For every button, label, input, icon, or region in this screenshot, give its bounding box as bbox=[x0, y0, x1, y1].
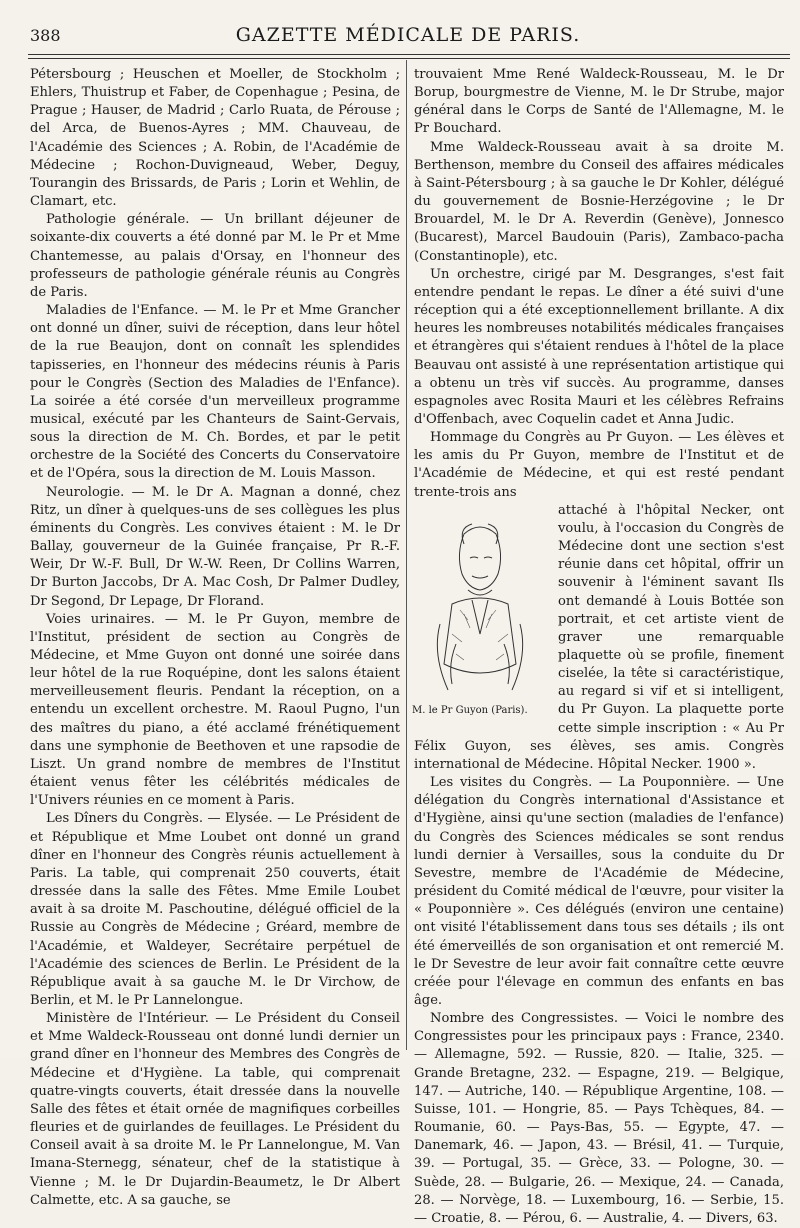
paragraph: Maladies de l'Enfance. — M. le Pr et Mme Grancher ont donné un dîner, suivi de réception, dans leur hôtel de la rue Beaujon, dont on connaît les splendides tapisseries, en l'honneur des médecins réunis à Paris pour le Congrès (Section des Maladies de l'Enfance). La soirée a été corsée d'un merveilleux programme musical, exécuté par les Chanteurs de Saint-Gervais, sous la direction de M. Ch. Bordes, et par le petit orchestre de la Société des Concerts du Conservatoire et de l'Opéra, sous la direction de M. Louis Masson. bbox=[30, 303, 400, 482]
portrait-engraving-icon bbox=[412, 514, 548, 694]
header-rule bbox=[28, 54, 790, 55]
page-number: 388 bbox=[30, 26, 61, 45]
paragraph: Les visites du Congrès. — La Pouponnière. — Une délégation du Congrès international d'Assistance et d'Hygiène, ainsi qu'une section (maladies de l'enfance) du Congrès des Sciences médicales se sont rendus lundi dernier à Versailles, sous la conduite du Dr Sevestre, membre de l'Académie de Médecine, président du Comité médical de l'œuvre, pour visiter la « Pouponnière ». Ces délégués (environ une centaine) ont visité l'établissement dans tous ses détails ; ils ont été émerveillés de son organisation et ont remercié M. le Dr Sevestre de leur avoir fait connaître cette œuvre créée pour l'élevage en commun des enfants en bas âge. bbox=[414, 775, 784, 1008]
right-column bbox=[414, 66, 784, 1228]
header-rule-2 bbox=[28, 58, 790, 59]
figure-caption: M. le Pr Guyon (Paris). bbox=[412, 704, 528, 716]
paragraph: Mme Waldeck-Rousseau avait à sa droite M. Berthenson, membre du Conseil des affaires médicales à Saint-Pétersbourg ; à sa gauche le Dr Kohler, délégué du gouvernement de Bosnie-Herzégovine ; le Dr Brouardel, M. le Dr A. Reverdin (Genève), Jonnesco (Bucarest), Marcel Baudouin (Paris), Zambaco-pacha (Constantinople), etc. bbox=[414, 139, 784, 264]
paragraph: Hommage du Congrès au Pr Guyon. — Les élèves et les amis du Pr Guyon, membre de l'Institut et de l'Académie de Médecine, et qui est resté pendant trente-trois ans bbox=[414, 430, 784, 500]
paragraph: Ministère de l'Intérieur. — Le Président du Conseil et Mme Waldeck-Rousseau ont donné lundi dernier un grand dîner en l'honneur des Membres des Congrès de Médecine et d'Hygiène. La table, qui comprenait quatre-vingts couverts, était dressée dans la nouvelle Salle des fêtes et était ornée de magnifiques corbeilles fleuries et de guirlandes de feuillages. Le Président du Conseil avait à sa droite M. le Pr Lannelongue, M. Van Imana-Sternegg, sénateur, chef de la statistique à Vienne ; M. le Dr Dujardin-Beaumetz, le Dr Albert Calmette, etc. A sa gauche, se bbox=[30, 1011, 400, 1208]
paragraph: Pétersbourg ; Heuschen et Moeller, de Stockholm ; Ehlers, Thuistrup et Faber, de Copenhague ; Pesina, de Prague ; Hauser, de Madrid ; Carlo Ruata, de Pérouse ; del Arca, de Buenos-Ayres ; MM. Chauveau, de l'Académie des Sciences ; A. Robin, de l'Académie de Médecine ; Rochon-Duvigneaud, Weber, Deguy, Tourangin des Brissards, de Paris ; Lorin et Wehlin, de Clamart, etc. bbox=[30, 67, 400, 210]
paragraph: Neurologie. — M. le Dr A. Magnan a donné, chez Ritz, un dîner à quelques-uns de ses collègues les plus éminents du Congrès. Les convives étaient : M. le Dr Ballay, gouverneur de la Guinée française, Pr R.-F. Weir, Dr W.-F. Bull, Dr W.-W. Reen, Dr Collins Warren, Dr Burton Jaccobs, Dr A. Mac Cosh, Dr Palmer Dudley, Dr Segond, Dr Lepage, Dr Florand. bbox=[30, 484, 400, 609]
publication-title: GAZETTE MÉDICALE DE PARIS. bbox=[235, 24, 581, 46]
page-header bbox=[28, 22, 788, 54]
paragraph: Voies urinaires. — M. le Pr Guyon, membre de l'Institut, président de section au Congrès de Médecine, et Mme Guyon ont donné une soirée dans leur hôtel de la rue Roquépine, dont les salons étaient merveilleusement fleuris. Pendant la réception, on a entendu un excellent orchestre. M. Raoul Pugno, l'un des maîtres du piano, a été acclamé frénétiquement dans une symphonie de Beethoven et une rapsodie de Liszt. Un grand nombre de membres de l'Institut étaient venus fêter les célébrités médicales de l'Univers réunies en ce moment à Paris. bbox=[30, 611, 400, 809]
portrait-figure bbox=[412, 508, 548, 720]
left-column bbox=[30, 66, 400, 1210]
paragraph: Pathologie générale. — Un brillant déjeuner de soixante-dix couverts a été donné par M. le Pr et Mme Chantemesse, au palais d'Orsay, en l'honneur des professeurs de pathologie générale réunis au Congrès de Paris. bbox=[30, 212, 400, 300]
paragraph: Nombre des Congressistes. — Voici le nombre des Congressistes pour les principaux pays : France, 2340. — Allemagne, 592. — Russie, 820. — Italie, 325. — Grande Bretagne, 232. — Espagne, 219. — Belgique, 147. — Autriche, 140. — République Argentine, 108. — Suisse, 101. — Hongrie, 85. — Pays Tchèques, 84. — Roumanie, 60. — Pays-Bas, 55. — Egypte, 47. — Danemark, 46. — Japon, 43. — Brésil, 41. — Turquie, 39. — Portugal, 35. — Grèce, 33. — Pologne, 30. — Suède, 28. — Bulgarie, 26. — Mexique, 24. — Canada, 28. — Norvège, 18. — Luxembourg, 16. — Serbie, 15. — Croatie, 8. — Pérou, 6. — Australie, 4. — Divers, 63. bbox=[414, 1011, 784, 1226]
paragraph: attaché à l'hôpital Necker, ont voulu, à l'occasion du Congrès de Médecine dont une section s'est réunie dans cet hôpital, offrir un souvenir à l'éminent savant Ils ont demandé à Louis Bottée son portrait, et cet artiste vient de graver une remarquable plaquette où se profile, finement ciselée, la tête si caractéristique, au regard si vif et si intelligent, du Pr Guyon. La plaquette porte cette simple inscription : « Au Pr Félix Guyon, ses élèves, ses amis. Congrès international de Médecine. Hôpital Necker. 1900 ». bbox=[414, 502, 784, 772]
paragraph: trouvaient Mme René Waldeck-Rousseau, M. le Dr Borup, bourgmestre de Vienne, M. le Dr Strube, major général dans le Corps de Santé de l'Allemagne, M. le Pr Bouchard. bbox=[414, 67, 784, 137]
paragraph: Un orchestre, cirigé par M. Desgranges, s'est fait entendre pendant le repas. Le dîner a été suivi d'une réception qui a été exceptionnellement brillante. A dix heures les nombreuses notabilités médicales françaises et étrangères qui s'étaient rendues à l'hôtel de la place Beauvau ont assisté à une représentation artistique qui a obtenu un très vif succès. Au programme, danses espagnoles avec Rosita Mauri et les célèbres Refrains d'Offenbach, avec Coquelin cadet et Anna Judic. bbox=[414, 266, 785, 427]
column-divider bbox=[406, 60, 407, 1050]
paragraph: Les Dîners du Congrès. — Elysée. — Le Président de et République et Mme Loubet ont donné un grand dîner en l'honneur des Congrès réunis actuellement à Paris. La table, qui comprenait 250 couverts, était dressée dans la salle des Fêtes. Mme Emile Loubet avait à sa droite M. Paschoutine, délégué officiel de la Russie au Congrès de Médecine ; Gréard, membre de l'Académie, et Waldeyer, Secrétaire perpétuel de l'Académie des sciences de Berlin. Le Président de la République avait à sa gauche M. le Dr Virchow, de Berlin, et M. le Pr Lannelongue. bbox=[30, 811, 400, 1008]
